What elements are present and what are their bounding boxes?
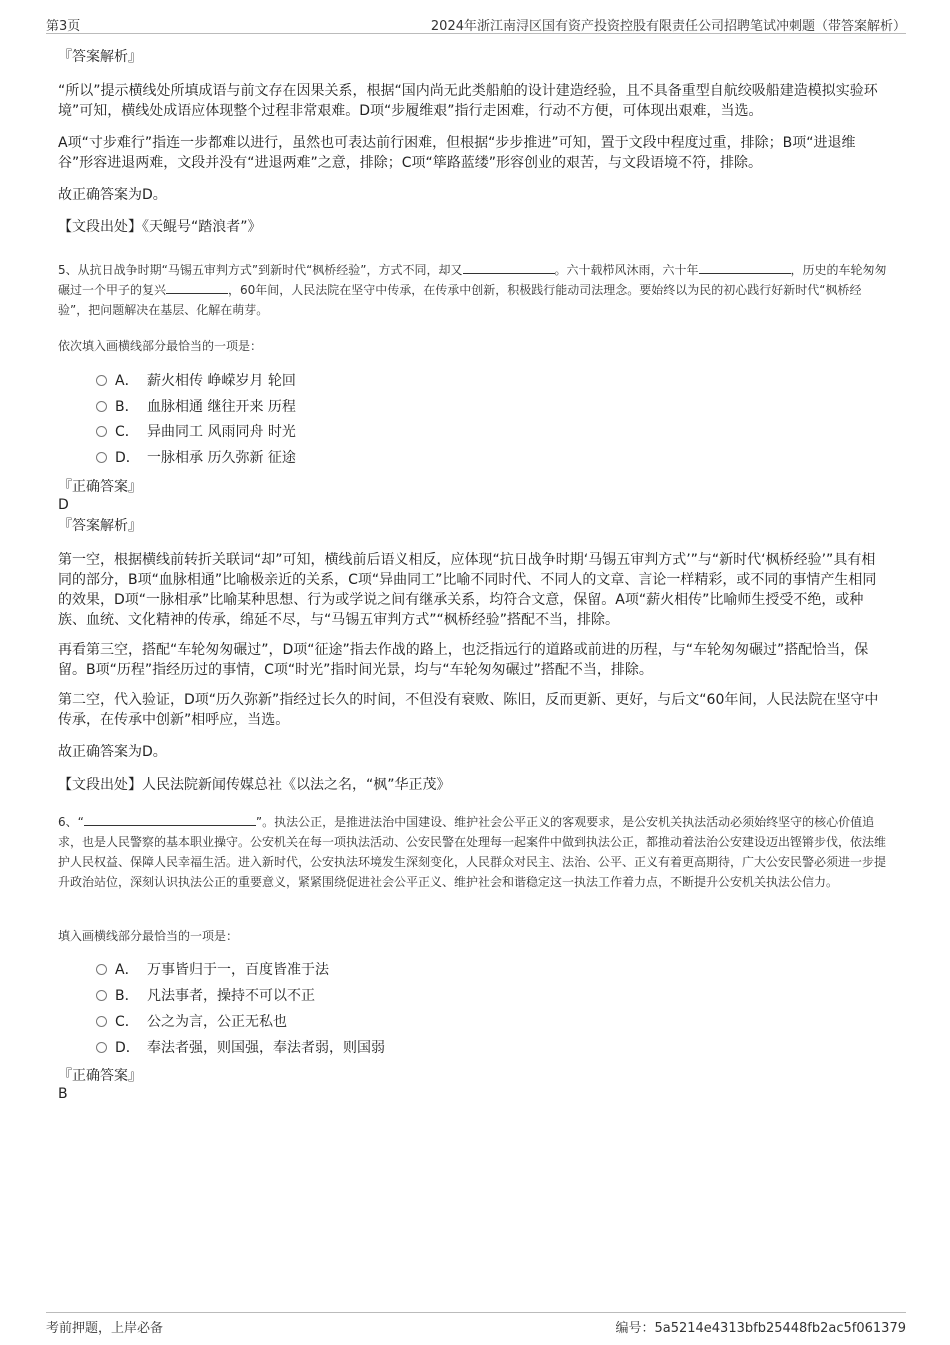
radio-icon[interactable] [96,964,107,975]
radio-icon[interactable] [96,1042,107,1053]
q6-stem [58,812,888,892]
document-title: 2024年浙江南浔区国有资产投资控股有限责任公司招聘笔试冲刺题（带答案解析） [430,19,906,34]
radio-icon[interactable] [96,452,107,463]
option-text: 一脉相承 历久弥新 征途 [147,450,296,466]
q5-analysis-paragraph-1: 第一空，根据横线前转折关联词“却”可知，横线前后语义相反，应体现“抗日战争时期‘马锡五审判方式’”与“新时代‘枫桥经验’”具有相同的部分，B项“血脉相通”比喻极亲近的关系，C项“异曲同工”比喻不同时代、不同人的文章、言论一样精彩，或不同的事情产生相同的效果，D项“一脉相承”比喻某种思想、行为或学说之间有继承关系，均符合文意，保留。A项“薪火相传”比喻师生授受不绝，或种族、血统、文化精神的传承，绵延不尽，与“马锡五审判方式”“枫桥经验”搭配不当，排除。 [58,552,877,628]
q6-stem-part-2: ”。执法公正，是推进法治中国建设、维护社会公平正义的客观要求，是公安机关执法活动必须始终坚守的核心价值追求，也是人民警察的基本职业操守。公安机关在每一项执法活动、公安民警在处理每一起案件中做到执法公正，都推动着法治公安建设迈出铿锵步伐，依法维护人民权益、保障人民幸福生活。进入新时代，公安执法环境发生深刻变化，人民群众对民主、法治、公平、正义有着更高期待，广大公安民警必须进一步提升政治站位，深刻认识执法公正的重要意义，紧紧围绕促进社会公平正义、维护社会和谐稳定这一执法工作着力点，不断提升公安机关执法公信力。 [58,815,887,889]
page-header [46,13,906,34]
q5-correct-label: 『正确答案』 [58,479,142,495]
footer-slogan: 考前押题，上岸必备 [46,1321,164,1336]
option-text: 奉法者强，则国强，奉法者弱，则国弱 [147,1040,385,1056]
option-letter: B． [115,988,139,1004]
q5-analysis-label: 『答案解析』 [58,518,142,534]
q5-conclusion: 故正确答案为D。 [58,744,167,760]
q5-analysis-paragraph-2: 再看第三空，搭配“车轮匆匆碾过”，D项“征途”指去作战的路上，也泛指远行的道路或前进的历程，与“车轮匆匆碾过”搭配恰当，保留。B项“历程”指经历过的事情，C项“时光”指时间光景，均与“车轮匆匆碾过”搭配不当，排除。 [58,642,869,678]
q6-option-a[interactable] [96,961,329,979]
q6-correct-answer: B [58,1086,68,1102]
q6-option-b[interactable] [96,987,315,1005]
q5-stem-part-5: ，60年间，人民法院在坚守中传承，在传承中创新，积极践行能动司法理念。要始终以为民的初心践行好新时代“枫桥经验”，把问题解决在基层、化解在萌芽。 [58,283,862,317]
radio-icon[interactable] [96,990,107,1001]
q6-option-c[interactable] [96,1013,287,1031]
q5-analysis-paragraph-3: 第二空，代入验证，D项“历久弥新”指经过长久的时间，不但没有衰败、陈旧，反而更新、更好，与后文“60年间，人民法院在坚守中传承，在传承中创新”相呼应，当选。 [58,692,879,728]
option-letter: C． [115,1014,139,1030]
q5-stem-part-3: ，历 [790,263,815,277]
q4-analysis-paragraph-1: “所以”提示横线处所填成语与前文存在因果关系，根据“国内尚无此类船舶的设计建造经验，且不具备重型自航绞吸船建造模拟实验环境”可知，横线处成语应体现整个过程非常艰难。D项“步履维艰”指行走困难，行动不方便，可体现出艰难，当选。 [58,83,878,119]
radio-icon[interactable] [96,375,107,386]
option-letter: A． [115,373,139,389]
q5-stem [58,260,888,320]
q6-prompt: 填入画横线部分最恰当的一项是： [58,929,239,943]
q6-correct-label: 『正确答案』 [58,1068,142,1084]
option-letter: A． [115,962,139,978]
q5-option-a[interactable] [96,372,296,390]
option-text: 公之为言，公正无私也 [147,1014,287,1030]
q5-blank-3 [166,280,228,294]
q5-stem-part-1: 5、从抗日战争时期“马锡五审判方式”到新时代“枫桥经验”，方式不同，却又 [58,263,463,277]
q5-correct-answer: D [58,497,69,513]
q5-source: 【文段出处】人民法院新闻传媒总社《以法之名，“枫”华正茂》 [58,777,451,793]
radio-icon[interactable] [96,1016,107,1027]
option-text: 凡法事者，操持不可以不正 [147,988,315,1004]
option-text: 万事皆归于一，百度皆准于法 [147,962,329,978]
q5-option-d[interactable] [96,449,296,467]
option-text: 薪火相传 峥嵘岁月 轮回 [147,373,296,389]
q4-source: 【文段出处】《天鲲号“踏浪者”》 [58,219,262,235]
radio-icon[interactable] [96,401,107,412]
q5-blank-2 [699,260,791,274]
option-text: 异曲同工 风雨同舟 时光 [147,424,296,440]
page-number: 第3页 [46,19,81,34]
q5-blank-1 [463,260,555,274]
q5-stem-part-2: 。六十载栉风沐雨，六十年 [554,263,699,277]
page-footer [46,1312,906,1335]
q4-analysis-label: 『答案解析』 [58,49,142,65]
q6-stem-part-1: 6、“ [58,815,84,829]
option-letter: C． [115,424,139,440]
option-text: 血脉相通 继往开来 历程 [147,399,296,415]
q5-option-c[interactable] [96,423,296,441]
q4-analysis-paragraph-2: A项“寸步难行”指连一步都难以进行，虽然也可表达前行困难，但根据“步步推进”可知，置于文段中程度过重，排除；B项“进退维谷”形容进退两难，文段并没有“进退两难”之意，排除；C项“筚路蓝缕”形容创业的艰苦，与文段语境不符，排除。 [58,135,856,171]
q5-stem-part-4: 史的车轮匆匆碾过一个甲子的复兴 [58,263,887,297]
option-letter: D． [115,1040,140,1056]
q6-blank [84,812,256,826]
option-letter: B． [115,399,139,415]
radio-icon[interactable] [96,426,107,437]
q6-option-d[interactable] [96,1039,385,1057]
footer-code: 编号：5a5214e4313bfb25448fb2ac5f061379 [615,1321,906,1336]
q4-conclusion: 故正确答案为D。 [58,187,167,203]
q5-prompt: 依次填入画横线部分最恰当的一项是： [58,339,263,353]
option-letter: D． [115,450,140,466]
q5-option-b[interactable] [96,398,296,416]
